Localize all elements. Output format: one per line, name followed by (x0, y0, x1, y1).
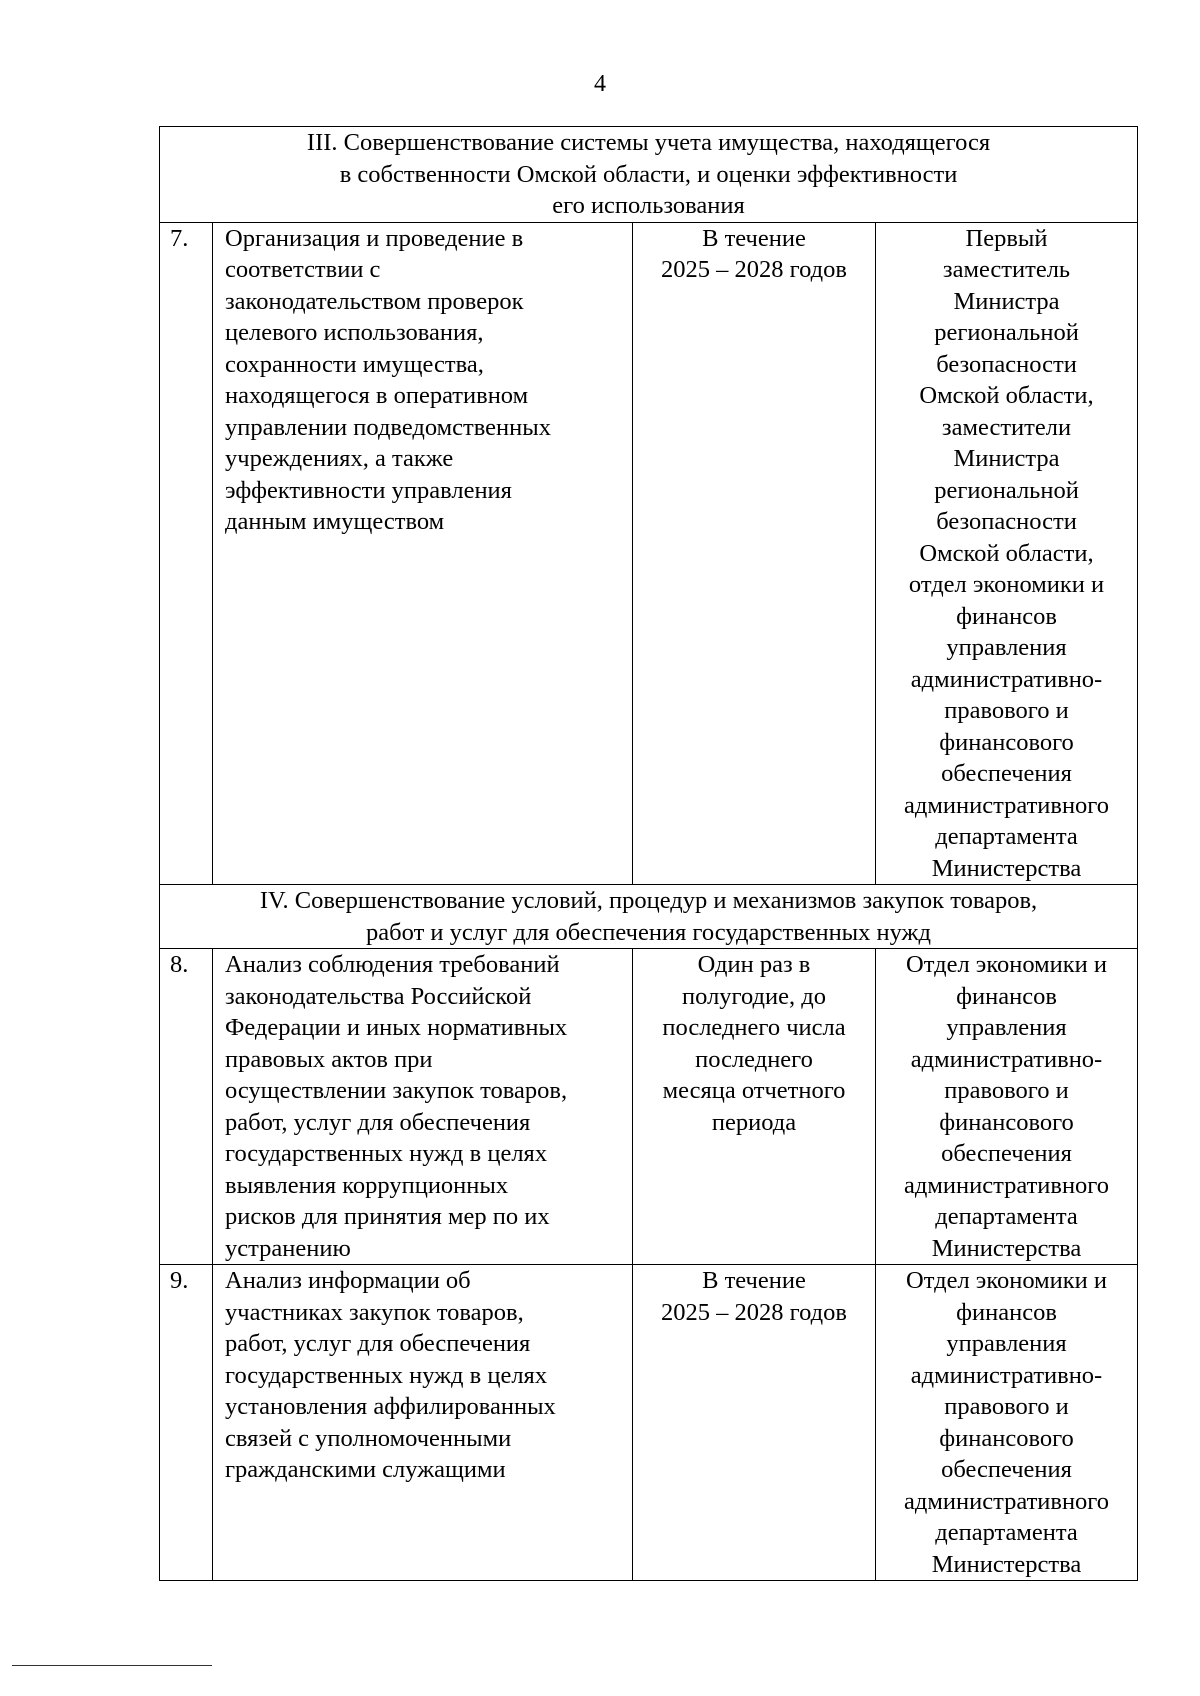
text-line: правовых актов при (225, 1045, 433, 1073)
text-line: управления (946, 1330, 1067, 1357)
text-line: безопасности (936, 508, 1077, 535)
section-line: его использования (552, 192, 745, 219)
text-line: финансового (939, 1108, 1074, 1136)
text-line: Министерства (931, 1234, 1082, 1262)
text-line: административного (904, 1171, 1109, 1199)
text-line: осуществлении закупок товаров, (225, 1077, 568, 1104)
text-line: сохранности имущества, (225, 350, 484, 378)
text-line: установления аффилированных (225, 1393, 556, 1420)
text-line: региональной (934, 476, 1079, 504)
text-line: правового и (944, 697, 1069, 724)
text-line: департамента (935, 1203, 1078, 1230)
text-line: Анализ информации об (225, 1267, 471, 1294)
text-line: государственных нужд в целях (225, 1140, 548, 1167)
text-line: Первый (965, 224, 1048, 252)
responsible-cell (876, 1265, 1138, 1581)
text-line: заместители (941, 413, 1072, 441)
text-line: месяца отчетного (662, 1077, 846, 1104)
text-line: находящегося в оперативном (225, 382, 529, 409)
page-number: 4 (594, 71, 606, 97)
text-line: Омской области, (919, 539, 1094, 567)
text-line: эффективности управления (225, 476, 512, 504)
table-row (160, 949, 1138, 1265)
section-header-row (160, 127, 1138, 223)
text-line: Министерства (931, 854, 1082, 882)
text-line: полугодие, до (682, 982, 826, 1010)
table-row (160, 222, 1138, 885)
text-line: Министра (953, 445, 1060, 472)
text-line: устранению (225, 1234, 351, 1262)
activity-cell (213, 949, 633, 1265)
section-line: в собственности Омской области, и оценки эффективности (339, 160, 958, 188)
row-number: 8. (160, 949, 213, 1265)
text-line: периода (711, 1108, 797, 1136)
text-line: департамента (935, 1519, 1078, 1546)
footnote-divider (12, 1665, 212, 1666)
text-line: Организация и проведение в (225, 224, 524, 252)
text-line: Анализ соблюдения требований (225, 951, 560, 978)
text-line: административно- (910, 665, 1103, 693)
text-line: гражданскими служащими (225, 1456, 506, 1483)
text-line: обеспечения (941, 1456, 1072, 1483)
text-line: Отдел экономики и (906, 951, 1107, 978)
term-cell (633, 1265, 876, 1581)
text-line: Отдел экономики и (906, 1267, 1107, 1294)
text-line: последнего числа (662, 1014, 846, 1041)
text-line: Один раз в (697, 951, 811, 978)
text-line: обеспечения (941, 760, 1072, 787)
text-line: Министра (953, 287, 1060, 315)
text-line: 2025 – 2028 годов (661, 256, 847, 283)
text-line: рисков для принятия мер по их (225, 1203, 550, 1230)
text-line: целевого использования, (225, 319, 484, 346)
text-line: административно- (910, 1045, 1103, 1073)
section-line: IV. Совершенствование условий, процедур и механизмов закупок товаров, (259, 887, 1038, 914)
activity-cell (213, 222, 633, 885)
text-line: безопасности (936, 350, 1077, 378)
responsible-cell (876, 949, 1138, 1265)
text-line: Омской области, (919, 382, 1094, 409)
section-header-4 (160, 885, 1138, 949)
text-line: работ, услуг для обеспечения (225, 1330, 531, 1357)
text-line: последнего (695, 1045, 813, 1073)
text-line: административного (904, 791, 1109, 819)
text-line: финансов (956, 982, 1057, 1010)
text-line: правового и (944, 1393, 1069, 1420)
text-line: работ, услуг для обеспечения (225, 1108, 531, 1136)
text-line: В течение (702, 224, 806, 252)
text-line: законодательства Российской (225, 982, 532, 1010)
text-line: заместитель (942, 256, 1071, 283)
text-line: финансового (939, 728, 1074, 756)
text-line: В течение (702, 1267, 806, 1294)
text-line: государственных нужд в целях (225, 1361, 548, 1389)
section-line: III. Совершенствование системы учета имущества, находящегося (306, 129, 991, 156)
text-line: данным имуществом (225, 508, 445, 535)
section-header-row (160, 885, 1138, 949)
term-cell (633, 222, 876, 885)
text-line: соответствии с (225, 256, 381, 283)
text-line: участниках закупок товаров, (225, 1298, 524, 1326)
text-line: финансов (956, 602, 1057, 630)
text-line: финансов (956, 1298, 1057, 1326)
text-line: управлении подведомственных (225, 413, 551, 441)
text-line: правового и (944, 1077, 1069, 1104)
text-line: учреждениях, а также (225, 445, 454, 472)
text-line: 2025 – 2028 годов (661, 1298, 847, 1326)
text-line: отдел экономики и (908, 571, 1105, 598)
plan-table (159, 126, 1138, 1581)
text-line: законодательством проверок (225, 287, 524, 315)
text-line: обеспечения (941, 1140, 1072, 1167)
text-line: управления (946, 1014, 1067, 1041)
activity-cell (213, 1265, 633, 1581)
row-number: 7. (160, 222, 213, 885)
text-line: Министерства (931, 1550, 1082, 1578)
text-line: административного (904, 1487, 1109, 1515)
text-line: Федерации и иных нормативных (225, 1014, 568, 1041)
section-header-3 (160, 127, 1138, 223)
text-line: выявления коррупционных (225, 1171, 509, 1199)
row-number: 9. (160, 1265, 213, 1581)
text-line: департамента (935, 823, 1078, 850)
responsible-cell (876, 222, 1138, 885)
text-line: административно- (910, 1361, 1103, 1389)
term-cell (633, 949, 876, 1265)
text-line: связей с уполномоченными (225, 1424, 512, 1452)
text-line: управления (946, 634, 1067, 661)
section-line: работ и услуг для обеспечения государственных нужд (366, 918, 931, 946)
text-line: региональной (934, 319, 1079, 346)
text-line: финансового (939, 1424, 1074, 1452)
table-row (160, 1265, 1138, 1581)
